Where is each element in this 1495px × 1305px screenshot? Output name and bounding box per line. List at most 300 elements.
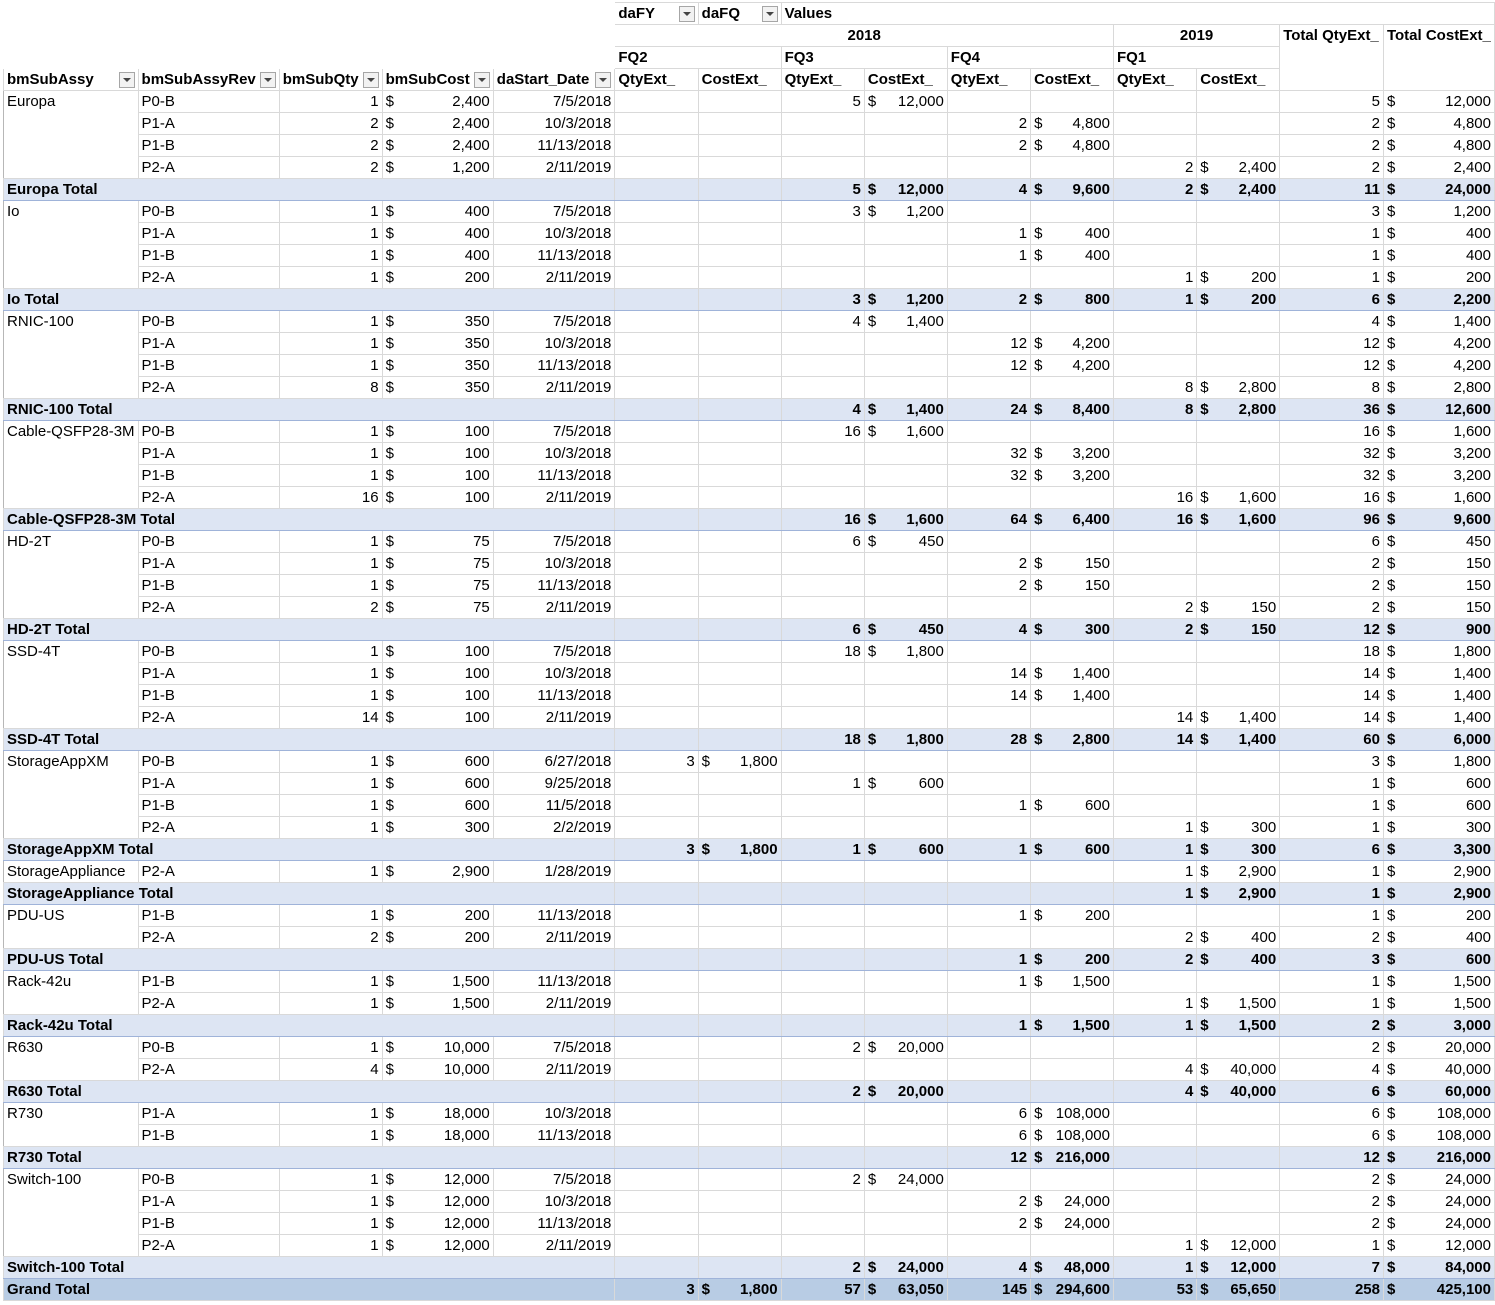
cell-costext-total [1197, 399, 1280, 421]
cell-qtyext [615, 91, 698, 113]
row-label-rev[interactable]: P1-A [138, 1191, 279, 1213]
currency-symbol: $ [1386, 643, 1396, 660]
table-row [4, 531, 1495, 553]
cell-subqty: 1 [279, 421, 382, 443]
cell-qtyext: 2 [1114, 597, 1197, 619]
cell-qtyext: 16 [1114, 487, 1197, 509]
cell-qtyext: 1 [1280, 817, 1384, 839]
value: 24,000 [1445, 181, 1491, 198]
cell-costext [864, 157, 947, 179]
cell-costext-total [864, 1257, 947, 1279]
cell-qtyext [615, 201, 698, 223]
cell-qtyext [947, 421, 1030, 443]
cell-costext [1383, 663, 1494, 685]
cell-subcost [382, 663, 493, 685]
row-label-rev[interactable]: P1-B [138, 971, 279, 993]
cell-start-date: 10/3/2018 [493, 663, 615, 685]
row-label-rev[interactable]: P2-A [138, 707, 279, 729]
row-label-rev[interactable]: P1-A [138, 113, 279, 135]
header-bmsubassyrev[interactable]: bmSubAssyRev [138, 69, 279, 91]
cell-qtyext [781, 861, 864, 883]
cell-costext [1031, 201, 1114, 223]
currency-symbol: $ [1386, 379, 1396, 396]
subtotal-label[interactable]: R630 Total [4, 1081, 615, 1103]
cell-costext [1383, 1191, 1494, 1213]
grand-total-label[interactable]: Grand Total [4, 1279, 615, 1301]
cell-costext [698, 531, 781, 553]
row-label-rev[interactable]: P1-B [138, 905, 279, 927]
currency-symbol: $ [1200, 291, 1209, 308]
row-label-rev[interactable]: P2-A [138, 861, 279, 883]
currency-symbol: $ [1386, 929, 1396, 946]
table-row [4, 971, 1495, 993]
row-label-rev[interactable]: P1-A [138, 773, 279, 795]
cell-qtyext [615, 1169, 698, 1191]
currency-symbol: $ [385, 423, 394, 440]
cell-qtyext [615, 245, 698, 267]
cell-subqty: 1 [279, 575, 382, 597]
cell-qtyext [1114, 113, 1197, 135]
dropdown-arrow-icon[interactable] [595, 72, 611, 88]
cell-start-date: 2/11/2019 [493, 597, 615, 619]
cell-costext-total [1197, 289, 1280, 311]
currency-symbol: $ [1386, 797, 1396, 814]
currency-symbol: $ [1386, 511, 1396, 528]
value: 2,400 [452, 137, 490, 154]
currency-symbol: $ [1034, 137, 1043, 154]
cell-costext [864, 355, 947, 377]
cell-qtyext-total: 18 [781, 729, 864, 751]
currency-symbol: $ [385, 599, 394, 616]
value: 12,000 [443, 1237, 490, 1254]
currency-symbol: $ [1034, 357, 1043, 374]
table-row [4, 465, 1495, 487]
value: 2,800 [1238, 379, 1277, 396]
cell-qtyext-total [615, 729, 698, 751]
row-label-rev[interactable]: P2-A [138, 597, 279, 619]
filter-dafq[interactable]: daFQ [698, 3, 781, 25]
cell-qtyext: 1 [1280, 971, 1384, 993]
row-label-rev[interactable]: P2-A [138, 1235, 279, 1257]
value: 9,600 [1072, 181, 1110, 198]
currency-symbol: $ [1386, 885, 1396, 902]
cell-start-date: 2/11/2019 [493, 267, 615, 289]
currency-symbol: $ [1200, 1237, 1209, 1254]
currency-symbol: $ [1386, 665, 1396, 682]
cell-costext [1383, 553, 1494, 575]
row-label-rev[interactable]: P0-B [138, 1169, 279, 1191]
row-label-rev[interactable]: P2-A [138, 267, 279, 289]
cell-qtyext [1114, 795, 1197, 817]
subtotal-label[interactable]: SSD-4T Total [4, 729, 615, 751]
value: 100 [464, 445, 490, 462]
cell-costext [1383, 927, 1494, 949]
value: 1,500 [1238, 995, 1277, 1012]
cell-qtyext-total: 6 [1280, 839, 1384, 861]
cell-costext [698, 707, 781, 729]
cell-start-date: 7/5/2018 [493, 1169, 615, 1191]
cell-qtyext-total [615, 949, 698, 971]
cell-start-date: 11/13/2018 [493, 971, 615, 993]
value: 2,900 [1238, 863, 1277, 880]
subtotal-label[interactable]: RNIC-100 Total [4, 399, 615, 421]
value: 24,000 [1445, 1215, 1491, 1232]
cell-qtyext: 2 [781, 1037, 864, 1059]
cell-costext [698, 817, 781, 839]
value: 108,000 [1436, 1105, 1491, 1122]
row-label-rev[interactable]: P2-A [138, 927, 279, 949]
cell-qtyext: 14 [1280, 663, 1384, 685]
value: 400 [1465, 929, 1491, 946]
cell-start-date: 2/11/2019 [493, 993, 615, 1015]
row-label-subassy[interactable]: StorageAppXM [4, 751, 139, 839]
row-label-rev[interactable]: P1-B [138, 1213, 279, 1235]
value: 300 [1251, 841, 1277, 858]
row-label-rev[interactable]: P2-A [138, 1059, 279, 1081]
row-label-rev[interactable]: P0-B [138, 311, 279, 333]
cell-costext [1031, 245, 1114, 267]
currency-symbol: $ [1386, 1017, 1396, 1034]
cell-costext [1031, 1169, 1114, 1191]
currency-symbol: $ [1386, 203, 1396, 220]
currency-symbol: $ [385, 1061, 394, 1078]
table-row [4, 1059, 1495, 1081]
row-label-rev[interactable]: P0-B [138, 91, 279, 113]
cell-subcost [382, 267, 493, 289]
row-label-rev[interactable]: P1-B [138, 575, 279, 597]
cell-qtyext-total: 4 [1114, 1081, 1197, 1103]
quarter-fq4[interactable]: FQ4 [947, 47, 1113, 69]
cell-qtyext-total [615, 1257, 698, 1279]
cell-costext-total [864, 1015, 947, 1037]
cell-costext [1197, 817, 1280, 839]
cell-costext-total [1383, 729, 1494, 751]
row-label-rev[interactable]: P2-A [138, 377, 279, 399]
value: 200 [1465, 907, 1491, 924]
cell-costext [1383, 795, 1494, 817]
cell-qtyext-total [615, 399, 698, 421]
subtotal-row [4, 949, 1495, 971]
cell-qtyext [615, 795, 698, 817]
cell-start-date: 10/3/2018 [493, 443, 615, 465]
currency-symbol: $ [1034, 181, 1043, 198]
cell-qtyext: 14 [947, 663, 1030, 685]
value: 600 [464, 775, 490, 792]
year-2019[interactable]: 2019 [1114, 25, 1280, 47]
value: 24,000 [897, 1171, 944, 1188]
cell-qtyext [1114, 553, 1197, 575]
subtotal-label[interactable]: Switch-100 Total [4, 1257, 615, 1279]
value: 400 [464, 225, 490, 242]
value: 1,400 [1238, 709, 1277, 726]
cell-qtyext: 2 [1114, 927, 1197, 949]
cell-qtyext-grand: 258 [1280, 1279, 1384, 1301]
cell-costext [1197, 157, 1280, 179]
row-label-rev[interactable]: P1-A [138, 663, 279, 685]
cell-costext [1197, 971, 1280, 993]
cell-costext [1031, 905, 1114, 927]
header-bmsubqty[interactable]: bmSubQty [279, 69, 382, 91]
currency-symbol: $ [867, 401, 877, 418]
value: 1,400 [1453, 687, 1491, 704]
cell-qtyext: 14 [1280, 685, 1384, 707]
cell-qtyext-total: 64 [947, 509, 1030, 531]
row-label-subassy[interactable]: Io [4, 201, 139, 289]
subtotal-label[interactable]: StorageAppliance Total [4, 883, 615, 905]
currency-symbol: $ [867, 181, 877, 198]
row-label-rev[interactable]: P0-B [138, 201, 279, 223]
cell-costext [864, 223, 947, 245]
row-label-rev[interactable]: P1-B [138, 685, 279, 707]
cell-costext-grand [1031, 1279, 1114, 1301]
cell-subcost [382, 553, 493, 575]
cell-qtyext: 6 [1280, 1125, 1384, 1147]
row-label-subassy[interactable]: R630 [4, 1037, 139, 1081]
cell-costext [1197, 575, 1280, 597]
value: 200 [464, 907, 490, 924]
cell-qtyext: 1 [1280, 795, 1384, 817]
cell-costext-total [864, 883, 947, 905]
cell-qtyext [615, 1213, 698, 1235]
cell-subcost [382, 531, 493, 553]
cell-qtyext: 1 [1114, 861, 1197, 883]
cell-qtyext [615, 1103, 698, 1125]
value: 600 [1084, 841, 1110, 858]
row-label-subassy[interactable]: PDU-US [4, 905, 139, 949]
year-2018[interactable]: 2018 [615, 25, 1114, 47]
currency-symbol: $ [1200, 181, 1209, 198]
table-row [4, 993, 1495, 1015]
value: 1,800 [1453, 643, 1491, 660]
cell-qtyext [947, 267, 1030, 289]
cell-costext [1031, 795, 1114, 817]
cell-costext [1031, 663, 1114, 685]
dropdown-arrow-icon[interactable] [363, 72, 379, 88]
subtotal-label[interactable]: StorageAppXM Total [4, 839, 615, 861]
subtotal-label[interactable]: Io Total [4, 289, 615, 311]
cell-qtyext [781, 333, 864, 355]
value: 2,900 [1453, 885, 1491, 902]
row-label-rev[interactable]: P1-B [138, 355, 279, 377]
value: 2,400 [1238, 181, 1277, 198]
row-label-rev[interactable]: P0-B [138, 531, 279, 553]
row-label-rev[interactable]: P0-B [138, 751, 279, 773]
row-label-rev[interactable]: P1-B [138, 245, 279, 267]
row-label-rev[interactable]: P1-A [138, 443, 279, 465]
cell-qtyext-total: 1 [1114, 883, 1197, 905]
cell-costext [1383, 1059, 1494, 1081]
filter-row [4, 3, 1495, 25]
cell-costext-total [1031, 509, 1114, 531]
cell-qtyext [947, 91, 1030, 113]
cell-costext [1197, 641, 1280, 663]
cell-qtyext [947, 707, 1030, 729]
row-label-rev[interactable]: P1-B [138, 795, 279, 817]
currency-symbol: $ [385, 797, 394, 814]
cell-costext [864, 971, 947, 993]
row-label-rev[interactable]: P0-B [138, 1037, 279, 1059]
currency-symbol: $ [1200, 1281, 1209, 1298]
row-label-rev[interactable]: P2-A [138, 487, 279, 509]
currency-symbol: $ [1386, 1105, 1396, 1122]
subtotal-label[interactable]: Europa Total [4, 179, 615, 201]
cell-subcost [382, 817, 493, 839]
row-label-subassy[interactable]: HD-2T [4, 531, 139, 619]
cell-costext [1383, 1235, 1494, 1257]
cell-qtyext: 16 [781, 421, 864, 443]
row-label-rev[interactable]: P1-B [138, 1125, 279, 1147]
value: 100 [464, 489, 490, 506]
cell-qtyext [1114, 245, 1197, 267]
cell-qtyext [615, 905, 698, 927]
row-label-rev[interactable]: P0-B [138, 641, 279, 663]
cell-costext [1383, 333, 1494, 355]
quarter-fq3[interactable]: FQ3 [781, 47, 947, 69]
cell-costext-total [698, 619, 781, 641]
dropdown-arrow-icon[interactable] [679, 6, 695, 22]
table-row [4, 1125, 1495, 1147]
cell-costext [1383, 91, 1494, 113]
currency-symbol: $ [385, 995, 394, 1012]
cell-qtyext-total [615, 179, 698, 201]
cell-qtyext: 16 [1280, 487, 1384, 509]
currency-symbol: $ [1386, 467, 1396, 484]
cell-start-date: 10/3/2018 [493, 1191, 615, 1213]
value: 400 [1084, 225, 1110, 242]
total-qty-header: Total QtyExt_ [1280, 25, 1384, 91]
currency-symbol: $ [1200, 269, 1209, 286]
currency-symbol: $ [1386, 115, 1396, 132]
row-label-subassy[interactable]: Rack-42u [4, 971, 139, 1015]
row-label-subassy[interactable]: Europa [4, 91, 139, 179]
subtotal-label[interactable]: Rack-42u Total [4, 1015, 615, 1037]
row-label-subassy[interactable]: R730 [4, 1103, 139, 1147]
cell-subcost [382, 421, 493, 443]
row-label-subassy[interactable]: SSD-4T [4, 641, 139, 729]
cell-costext [1197, 795, 1280, 817]
currency-symbol: $ [1034, 1215, 1043, 1232]
cell-costext-total [1031, 179, 1114, 201]
row-label-subassy[interactable]: Cable-QSFP28-3M [4, 421, 139, 509]
cell-qtyext-total: 16 [781, 509, 864, 531]
cell-start-date: 7/5/2018 [493, 641, 615, 663]
currency-symbol: $ [1200, 1083, 1209, 1100]
row-label-rev[interactable]: P2-A [138, 993, 279, 1015]
cell-qtyext: 1 [947, 223, 1030, 245]
currency-symbol: $ [1386, 445, 1396, 462]
cell-qtyext-total [781, 949, 864, 971]
currency-symbol: $ [1386, 1083, 1396, 1100]
table-row [4, 487, 1495, 509]
value: 100 [464, 423, 490, 440]
subtotal-label[interactable]: R730 Total [4, 1147, 615, 1169]
subtotal-label[interactable]: Cable-QSFP28-3M Total [4, 509, 615, 531]
value: 1,400 [906, 401, 944, 418]
row-label-rev[interactable]: P1-A [138, 1103, 279, 1125]
cell-costext [1031, 421, 1114, 443]
quarter-fq1[interactable]: FQ1 [1114, 47, 1280, 69]
table-row [4, 1169, 1495, 1191]
cell-qtyext [615, 1059, 698, 1081]
dropdown-arrow-icon[interactable] [474, 72, 490, 88]
cell-qtyext [781, 223, 864, 245]
row-label-rev[interactable]: P0-B [138, 421, 279, 443]
cell-subcost [382, 861, 493, 883]
cell-subqty: 16 [279, 487, 382, 509]
values-label: Values [781, 3, 1494, 25]
row-label-subassy[interactable]: Switch-100 [4, 1169, 139, 1257]
row-label-rev[interactable]: P2-A [138, 817, 279, 839]
row-label-rev[interactable]: P1-A [138, 553, 279, 575]
value: 2,400 [1453, 159, 1491, 176]
cell-costext [1197, 905, 1280, 927]
cell-costext-total [698, 1081, 781, 1103]
value: 150 [1251, 599, 1277, 616]
currency-symbol: $ [1386, 753, 1396, 770]
cell-costext [864, 641, 947, 663]
value: 18,000 [443, 1105, 490, 1122]
cell-qtyext: 2 [947, 135, 1030, 157]
currency-symbol: $ [1200, 159, 1209, 176]
cell-qtyext-total: 2 [1114, 949, 1197, 971]
row-label-rev[interactable]: P2-A [138, 157, 279, 179]
currency-symbol: $ [385, 93, 394, 110]
cell-costext-total [1383, 883, 1494, 905]
cell-costext [1197, 223, 1280, 245]
row-label-rev[interactable]: P1-B [138, 465, 279, 487]
header-bmsubcost[interactable]: bmSubCost [382, 69, 493, 91]
cell-qtyext-total: 8 [1114, 399, 1197, 421]
header-dastart-date[interactable]: daStart_Date [493, 69, 615, 91]
cell-costext [1031, 377, 1114, 399]
row-label-rev[interactable]: P1-A [138, 333, 279, 355]
dropdown-arrow-icon[interactable] [762, 6, 778, 22]
currency-symbol: $ [1034, 973, 1043, 990]
filter-dafy[interactable]: daFY [615, 3, 698, 25]
subtotal-label[interactable]: PDU-US Total [4, 949, 615, 971]
cell-subqty: 2 [279, 113, 382, 135]
cell-subcost [382, 795, 493, 817]
cell-qtyext [615, 333, 698, 355]
cell-qtyext-total: 6 [781, 619, 864, 641]
dropdown-arrow-icon[interactable] [260, 72, 276, 88]
cell-qtyext-total [615, 883, 698, 905]
cell-qtyext-total: 1 [1114, 1015, 1197, 1037]
header-bmsubassy[interactable]: bmSubAssy [4, 69, 139, 91]
cell-subqty: 1 [279, 905, 382, 927]
cell-qtyext-total: 12 [947, 1147, 1030, 1169]
row-label-subassy[interactable]: StorageAppliance [4, 861, 139, 883]
value: 12,000 [1230, 1259, 1277, 1276]
cell-subqty: 1 [279, 223, 382, 245]
cell-costext [1383, 751, 1494, 773]
row-label-subassy[interactable]: RNIC-100 [4, 311, 139, 399]
cell-costext [1197, 377, 1280, 399]
cell-qtyext [615, 707, 698, 729]
cell-subqty: 1 [279, 641, 382, 663]
cell-qtyext [781, 443, 864, 465]
cell-costext-total [698, 839, 781, 861]
cell-costext [864, 1213, 947, 1235]
currency-symbol: $ [1034, 1193, 1043, 1210]
quarter-fq2[interactable]: FQ2 [615, 47, 781, 69]
cell-qtyext [615, 663, 698, 685]
dropdown-arrow-icon[interactable] [119, 72, 135, 88]
row-label-rev[interactable]: P1-A [138, 223, 279, 245]
row-label-rev[interactable]: P1-B [138, 135, 279, 157]
cell-costext [864, 201, 947, 223]
subtotal-label[interactable]: HD-2T Total [4, 619, 615, 641]
